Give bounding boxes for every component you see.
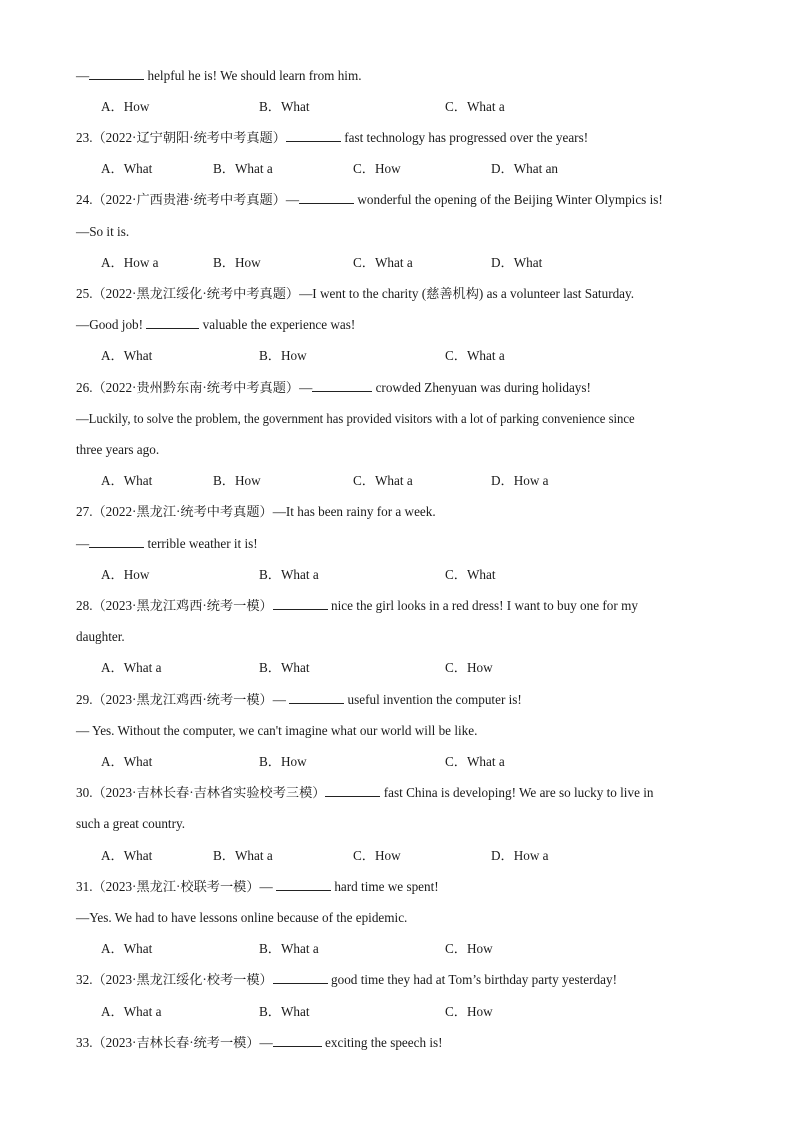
option-c[interactable]: C．How: [445, 941, 493, 956]
question-text: three years ago.: [76, 442, 160, 457]
question-text: hard time we spent!: [331, 879, 439, 894]
question-source: 32.（2023·黑龙江绥化·校考一模）: [76, 972, 273, 987]
question-source: 24.（2022·广西贵港·统考中考真题）—: [76, 192, 300, 207]
question-26-reply: [76, 410, 657, 428]
question-source: 28.（2023·黑龙江鸡西·统考一模）: [76, 598, 273, 613]
question-24: [76, 191, 663, 209]
option-b[interactable]: B．What a: [213, 848, 273, 863]
question-source: 31.（2023·黑龙江·校联考一模）—: [76, 879, 277, 894]
question-23: [76, 129, 588, 147]
options-30: [0, 847, 794, 865]
option-c[interactable]: C．What a: [445, 754, 505, 769]
question-25: [76, 285, 634, 303]
option-b[interactable]: B．How: [213, 255, 261, 270]
option-a[interactable]: A．What: [101, 848, 153, 863]
question-source: 29.（2023·黑龙江鸡西·统考一模）—: [76, 692, 290, 707]
question-text: wonderful the opening of the Beijing Winter Olympics is!: [354, 192, 663, 207]
question-source: 26.（2022·贵州黔东南·统考中考真题）—: [76, 380, 313, 395]
question-source: 25.（2022·黑龙江绥化·统考中考真题）: [76, 286, 300, 301]
options-25: [0, 347, 794, 365]
answer-blank[interactable]: [325, 784, 380, 797]
answer-blank[interactable]: [89, 67, 144, 80]
question-text: —Good job!: [76, 317, 147, 332]
option-c[interactable]: C．How: [353, 848, 401, 863]
question-text: —So it is.: [76, 224, 130, 239]
options-29: [0, 753, 794, 771]
question-text: — Yes. Without the computer, we can't imagine what our world will be like.: [76, 723, 478, 738]
dash: —: [76, 536, 90, 551]
option-c[interactable]: C．What a: [353, 473, 413, 488]
answer-blank[interactable]: [312, 379, 372, 392]
question-24-reply: [76, 223, 129, 241]
question-text: helpful he is! We should learn from him.: [144, 68, 362, 83]
question-text: good time they had at Tom’s birthday party yesterday!: [327, 972, 617, 987]
answer-blank[interactable]: [286, 129, 341, 142]
question-text: crowded Zhenyuan was during holidays!: [372, 380, 591, 395]
answer-blank[interactable]: [146, 316, 199, 329]
answer-blank[interactable]: [299, 191, 354, 204]
options-31: [0, 940, 794, 958]
option-c[interactable]: C．How: [445, 1004, 493, 1019]
question-text: terrible weather it is!: [144, 536, 258, 551]
option-b[interactable]: B．What: [259, 660, 310, 675]
options-28: [0, 659, 794, 677]
question-source: 33.（2023·吉林长春·统考一模）—: [76, 1035, 273, 1050]
option-c[interactable]: C．What a: [353, 255, 413, 270]
question-text: —Yes. We had to have lessons online because of the epidemic.: [76, 910, 408, 925]
options-24: [0, 254, 794, 272]
question-text: such a great country.: [76, 816, 185, 831]
answer-blank[interactable]: [273, 597, 328, 610]
option-b[interactable]: B．What a: [259, 567, 319, 582]
option-d[interactable]: D．What: [491, 255, 543, 270]
question-33: [76, 1034, 443, 1052]
question-32: [76, 971, 617, 989]
question-text: —It has been rainy for a week.: [272, 504, 436, 519]
option-a[interactable]: A．How: [101, 99, 150, 114]
option-c[interactable]: C．How: [445, 660, 493, 675]
option-d[interactable]: D．What an: [491, 161, 559, 176]
options-27: [0, 566, 794, 584]
question-text: valuable the experience was!: [199, 317, 356, 332]
option-b[interactable]: B．How: [259, 754, 307, 769]
option-a[interactable]: A．How a: [101, 255, 159, 270]
question-26-reply-cont: [76, 441, 159, 459]
options-32: [0, 1003, 794, 1021]
question-22-line: [76, 67, 362, 85]
question-text: useful invention the computer is!: [344, 692, 522, 707]
option-a[interactable]: A．What: [101, 754, 153, 769]
option-c[interactable]: C．What a: [445, 348, 505, 363]
option-b[interactable]: B．What: [259, 1004, 310, 1019]
question-text: nice the girl looks in a red dress! I want to buy one for my: [327, 598, 638, 613]
option-a[interactable]: A．How: [101, 567, 150, 582]
question-28-cont: [76, 628, 125, 646]
dash: —: [76, 68, 90, 83]
option-b[interactable]: B．What a: [213, 161, 273, 176]
question-29-reply: [76, 722, 477, 740]
option-c[interactable]: C．What a: [445, 99, 505, 114]
question-30: [76, 784, 653, 802]
question-30-cont: [76, 815, 185, 833]
option-a[interactable]: A．What: [101, 473, 153, 488]
question-source: 23.（2022·辽宁朝阳·统考中考真题）: [76, 130, 286, 145]
answer-blank[interactable]: [273, 1034, 322, 1047]
question-31-reply: [76, 909, 407, 927]
option-b[interactable]: B．What: [259, 99, 310, 114]
question-28: [76, 597, 638, 615]
question-text: daughter.: [76, 629, 125, 644]
question-text: fast China is developing! We are so lucky to live in: [380, 785, 654, 800]
answer-blank[interactable]: [276, 878, 331, 891]
question-27-reply: [76, 535, 258, 553]
question-29: [76, 691, 522, 709]
option-b[interactable]: B．What a: [259, 941, 319, 956]
options-22: [0, 98, 794, 116]
question-31: [76, 878, 439, 896]
option-b[interactable]: B．How: [259, 348, 307, 363]
option-c[interactable]: C．How: [353, 161, 401, 176]
option-a[interactable]: A．What: [101, 941, 153, 956]
option-d[interactable]: D．How a: [491, 848, 549, 863]
question-26: [76, 379, 591, 397]
answer-blank[interactable]: [273, 971, 328, 984]
option-d[interactable]: D．How a: [491, 473, 549, 488]
options-23: [0, 160, 794, 178]
option-a[interactable]: A．What: [101, 348, 153, 363]
question-source: 30.（2023·吉林长春·吉林省实验校考三模）: [76, 785, 326, 800]
answer-blank[interactable]: [89, 535, 144, 548]
question-source: 27.（2022·黑龙江·统考中考真题）: [76, 504, 273, 519]
question-text: exciting the speech is!: [321, 1035, 443, 1050]
question-text: —I went to the charity (慈善机构) as a volunteer last Saturday.: [299, 286, 635, 301]
answer-blank[interactable]: [289, 691, 344, 704]
question-25-reply: [76, 316, 355, 334]
option-a[interactable]: A．What a: [101, 1004, 162, 1019]
options-26: [0, 472, 794, 490]
question-text: —Luckily, to solve the problem, the government has provided visitors with a lot of parking convenience since: [76, 411, 635, 426]
option-c[interactable]: C．What: [445, 567, 496, 582]
option-a[interactable]: A．What: [101, 161, 153, 176]
option-a[interactable]: A．What a: [101, 660, 162, 675]
question-27: [76, 503, 436, 521]
option-b[interactable]: B．How: [213, 473, 261, 488]
question-text: fast technology has progressed over the years!: [340, 130, 589, 145]
